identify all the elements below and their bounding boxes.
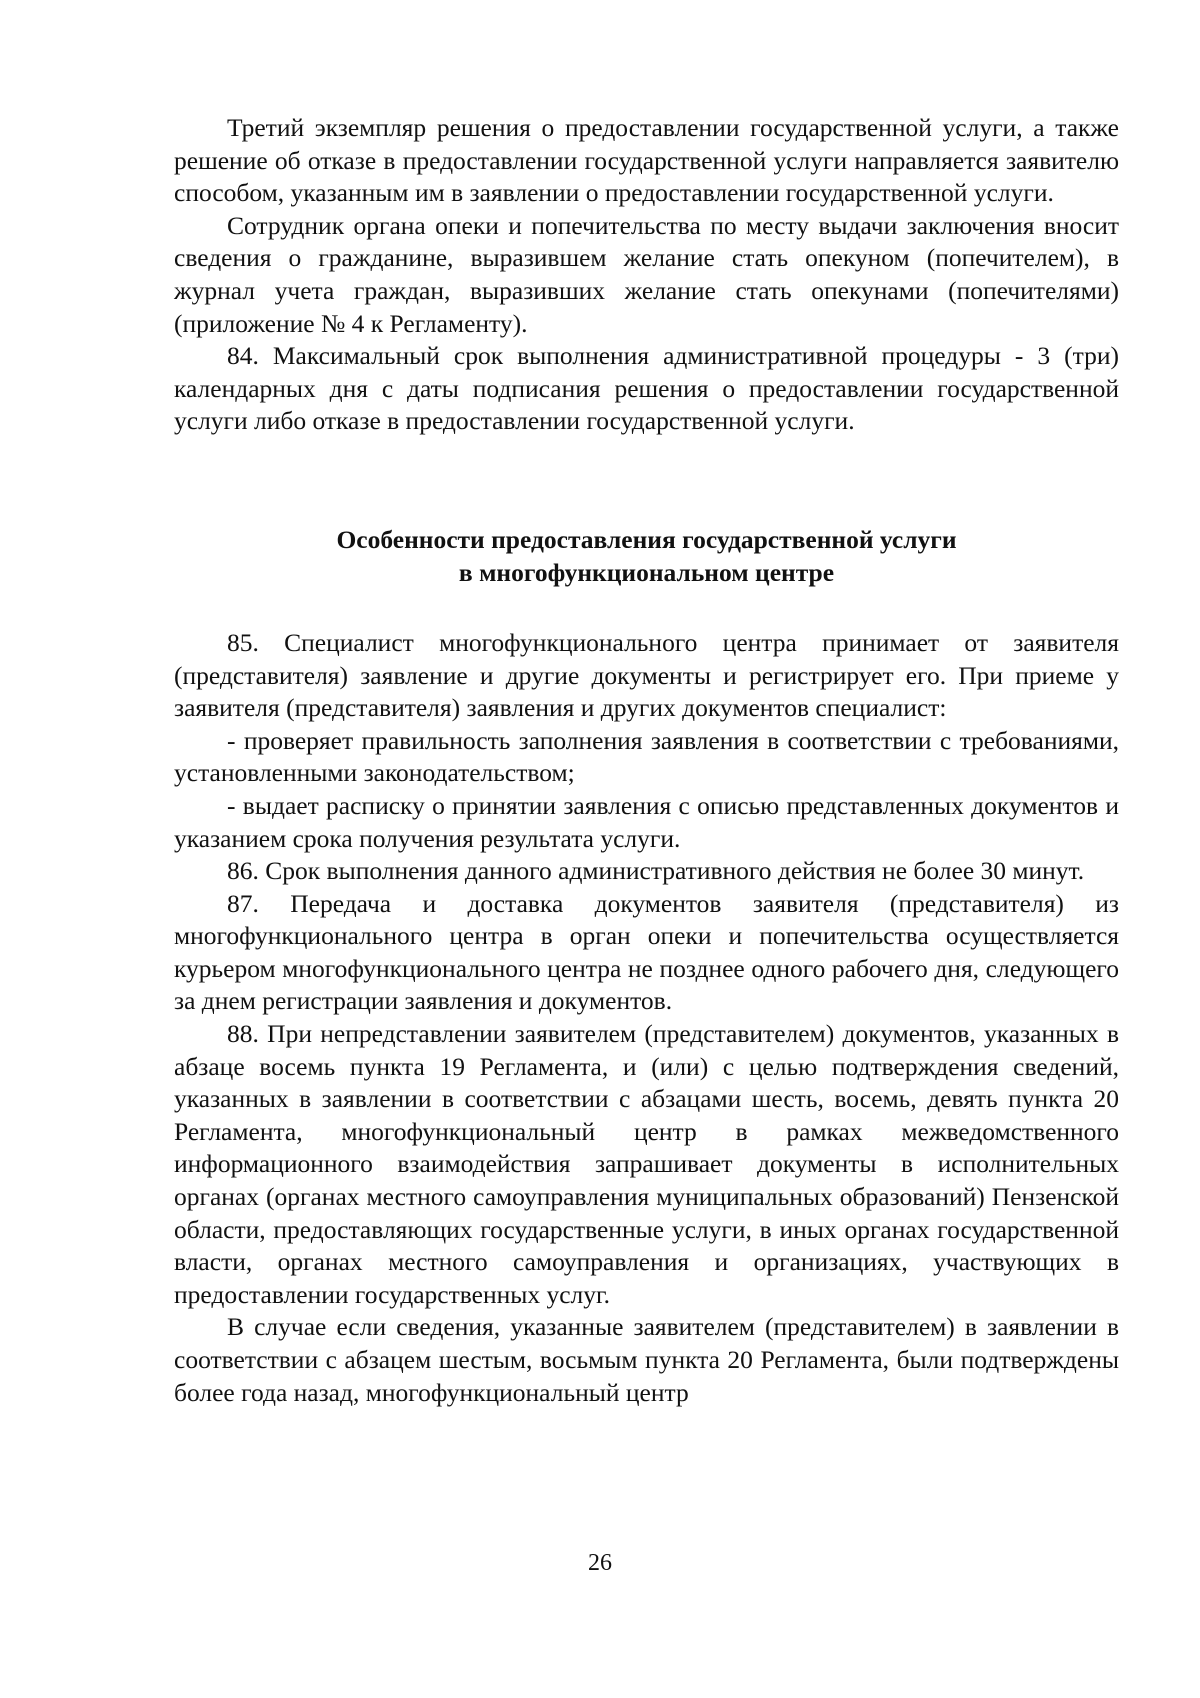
paragraph-guardianship-employee: Сотрудник органа опеки и попечительства по месту выдачи заключения вносит сведения о гражданине, выразившем желание стать опекуном (попечителем), в журнал учета граждан, выразивших желание стать опекунами (попечителями) (приложение № 4 к Регламенту).: [174, 210, 1119, 338]
section-heading-line-1: Особенности предоставления государственной услуги: [336, 524, 957, 554]
paragraph-88: 88. При непредставлении заявителем (представителем) документов, указанных в абзаце восемь пункта 19 Регламента, и (или) с целью подтверждения сведений, указанных в заявлении в соответствии с абзацами шесть, восемь, девять пункта 20 Регламента, многофункциональный центр в рамках межведомственного информационного взаимодействия запрашивает документы в исполнительных органах (органах местного самоуправления муниципальных образований) Пензенской области, предоставляющих государственные услуги, в иных органах государственной власти, органах местного самоуправления и организациях, участвующих в предоставлении государственных услуг.: [174, 1019, 1119, 1309]
paragraph-85-item-check: - проверяет правильность заполнения заявления в соответствии с требованиями, установленными законодательством;: [174, 725, 1119, 788]
paragraph-85-item-receipt: - выдает расписку о принятии заявления с описью представленных документов и указанием срока получения результата услуги.: [174, 790, 1119, 853]
paragraph-third-copy: Третий экземпляр решения о предоставлении государственной услуги, а также решение об отказе в предоставлении государственной услуги направляется заявителю способом, указанным им в заявлении о предоставлении государственной услуги.: [174, 113, 1119, 208]
paragraph-87: 87. Передача и доставка документов заявителя (представителя) из многофункционального центра в орган опеки и попечительства осуществляется курьером многофункционального центра не позднее одного рабочего дня, следующего за днем регистрации заявления и документов.: [174, 888, 1119, 1016]
section-heading: [174, 523, 1119, 589]
paragraph-86: 86. Срок выполнения данного административного действия не более 30 минут.: [227, 856, 1085, 886]
paragraph-85: 85. Специалист многофункционального центра принимает от заявителя (представителя) заявление и другие документы и регистрирует его. При приеме у заявителя (представителя) заявления и других документов специалист:: [174, 627, 1119, 723]
page-number: 26: [588, 1550, 612, 1576]
section-heading-line-2: в многофункциональном центре: [458, 557, 835, 587]
document-page: [174, 112, 1119, 1409]
paragraph-case-confirmed: В случае если сведения, указанные заявителем (представителем) в заявлении в соответствии с абзацем шестым, восьмым пункта 20 Регламента, были подтверждены более года назад, многофункциональный центр: [174, 1312, 1119, 1407]
paragraph-84: 84. Максимальный срок выполнения административной процедуры - 3 (три) календарных дня с даты подписания решения о предоставлении государственной услуги либо отказе в предоставлении государственной услуги.: [174, 341, 1119, 436]
